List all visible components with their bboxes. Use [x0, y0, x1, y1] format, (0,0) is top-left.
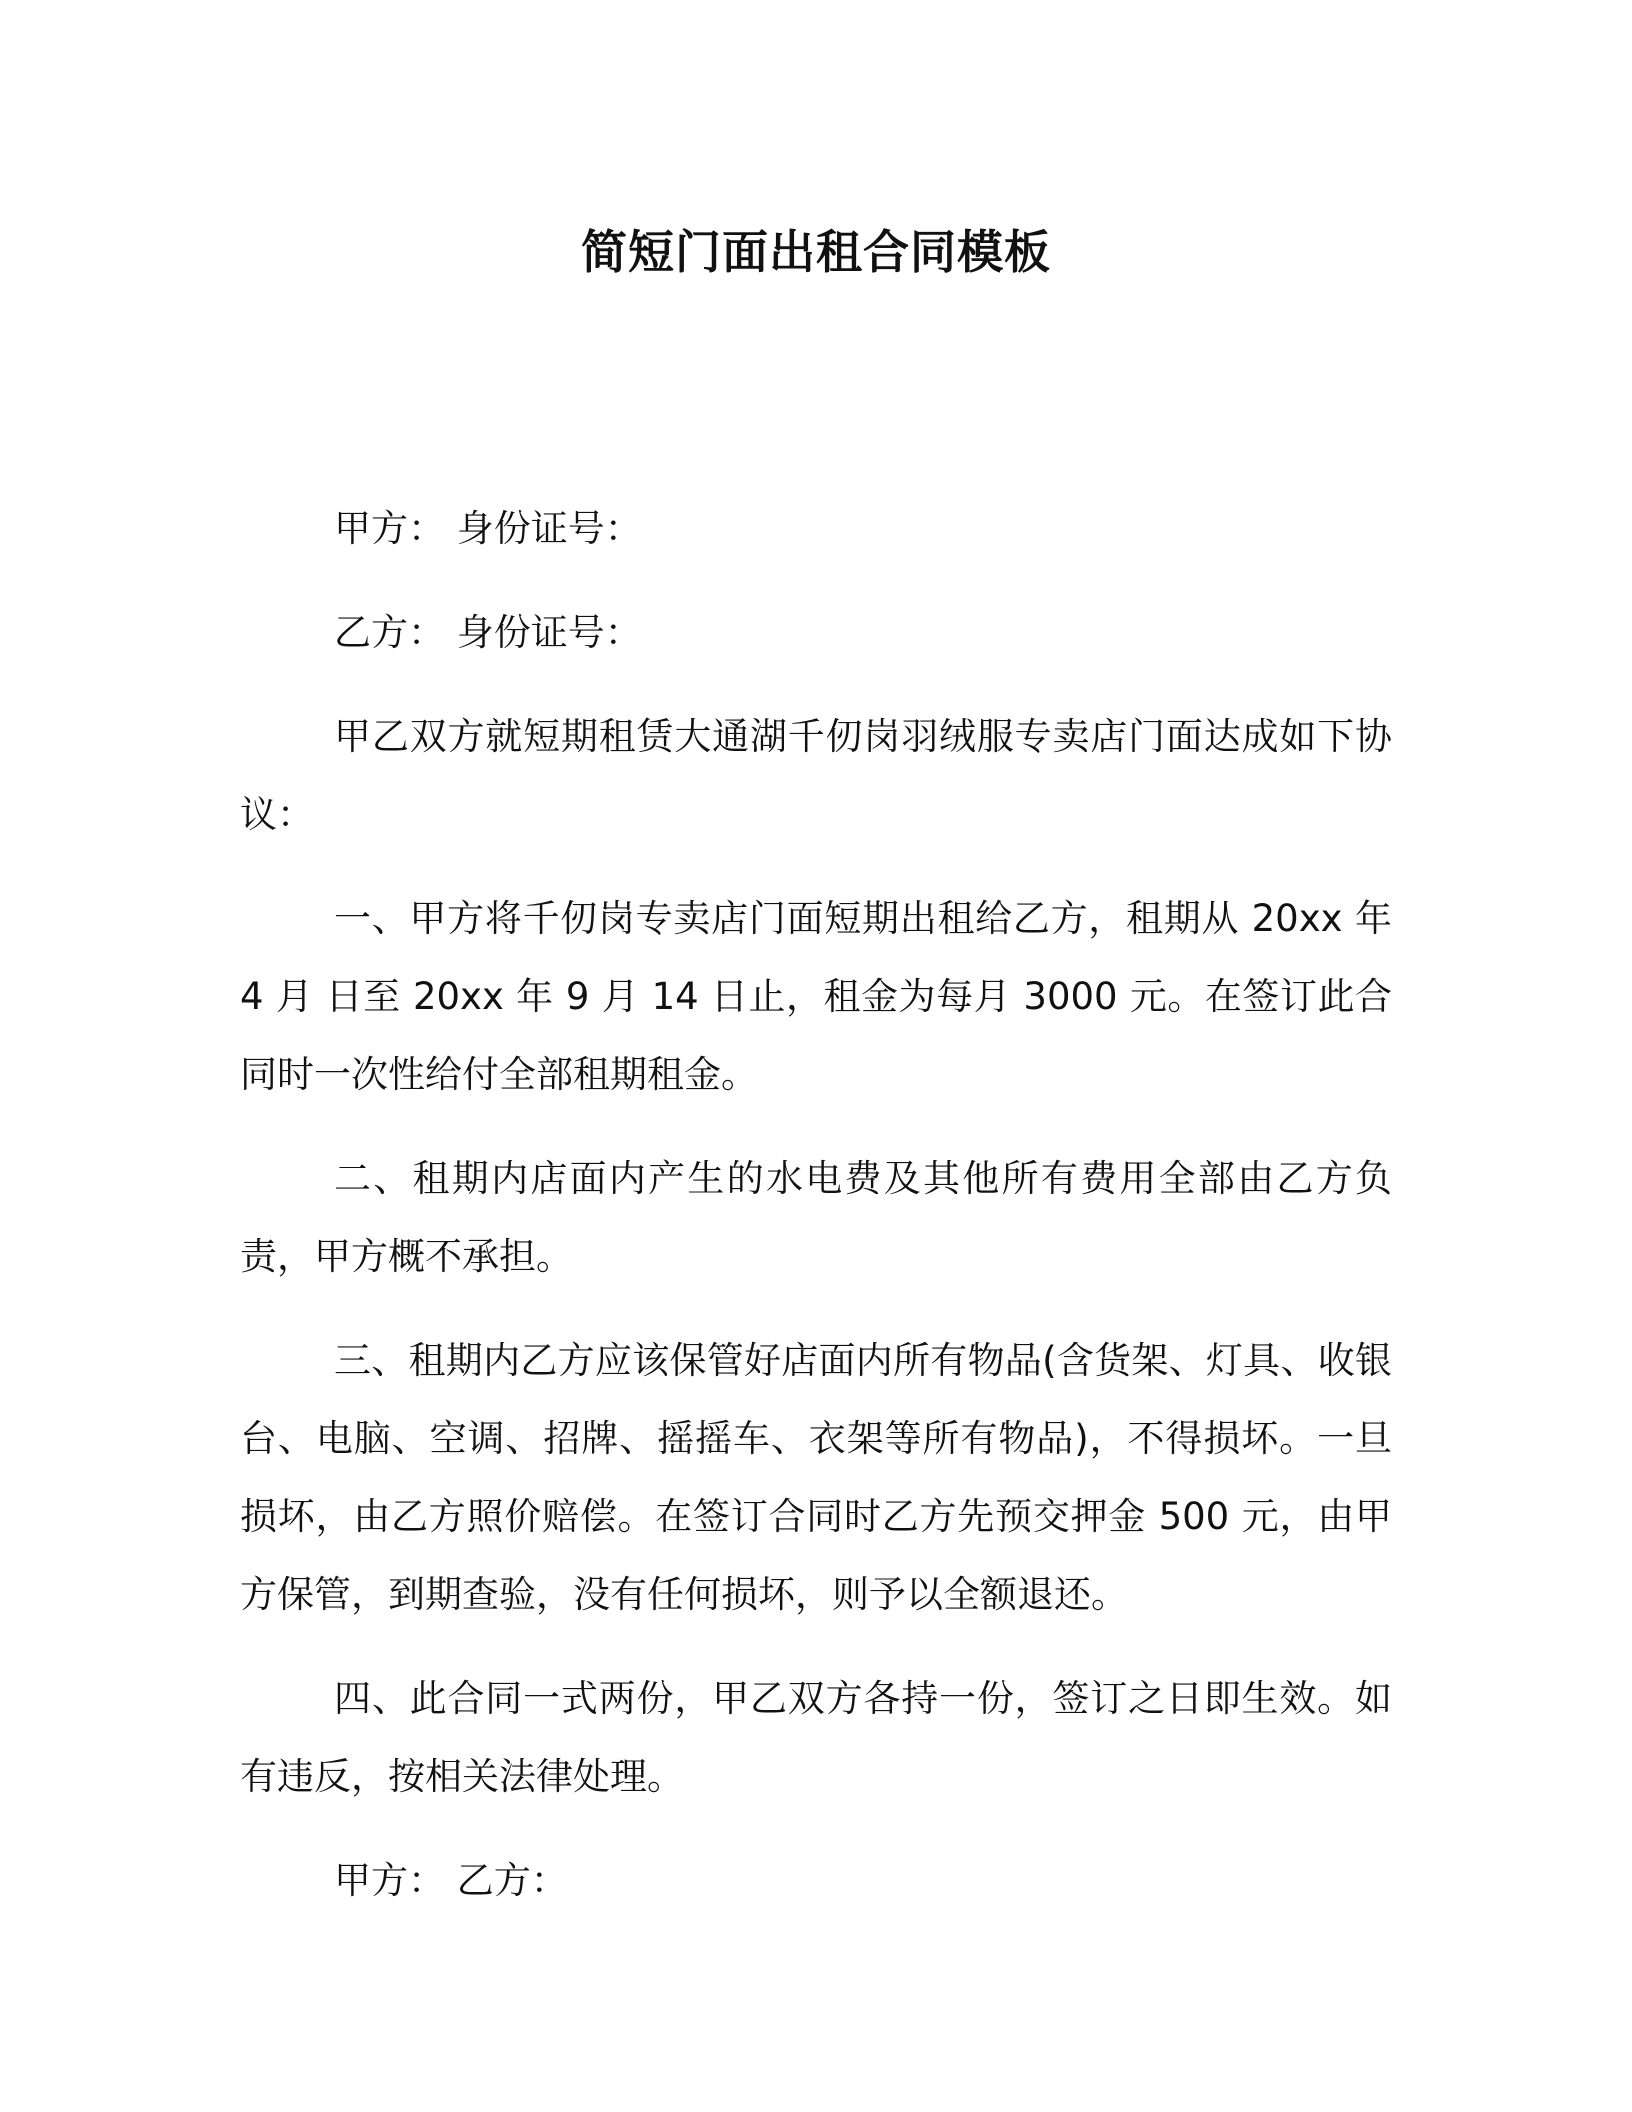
party-b-line: 乙方： 身份证号：	[334, 611, 642, 654]
party-a-line: 甲方： 身份证号：	[334, 507, 642, 550]
document-body	[240, 490, 1392, 1946]
clause-4: 四、此合同一式两份，甲乙双方各持一份，签订之日即生效。如有违反，按相关法律处理。	[240, 1677, 1392, 1798]
signature-line: 甲方： 乙方：	[334, 1859, 568, 1902]
clause-3: 三、租期内乙方应该保管好店面内所有物品(含货架、灯具、收银台、电脑、空调、招牌、摇摇车、衣架等所有物品)，不得损坏。一旦损坏，由乙方照价赔偿。在签订合同时乙方先预交押金 500 元，由甲方保管，到期查验，没有任何损坏，则予以全额退还。	[240, 1339, 1392, 1616]
clause-2: 二、租期内店面内产生的水电费及其他所有费用全部由乙方负责，甲方概不承担。	[240, 1157, 1392, 1278]
clause-1: 一、甲方将千仞岗专卖店门面短期出租给乙方，租期从 20xx 年 4 月 日至 20xx 年 9 月 14 日止，租金为每月 3000 元。在签订此合同时一次性给付全部租期租金。	[240, 897, 1392, 1096]
agreement-intro: 甲乙双方就短期租赁大通湖千仞岗羽绒服专卖店门面达成如下协议：	[240, 715, 1392, 836]
document-title: 简短门面出租合同模板	[581, 225, 1051, 279]
